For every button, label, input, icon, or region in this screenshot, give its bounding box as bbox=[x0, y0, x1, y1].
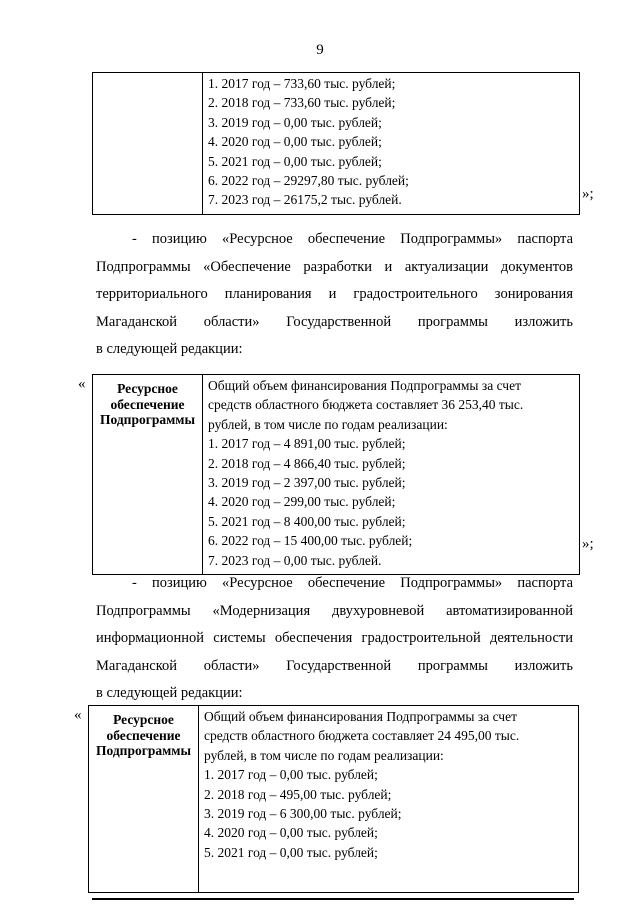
resource-table bbox=[88, 705, 579, 893]
intro-line: рублей, в том числе по годам реализации: bbox=[204, 747, 444, 763]
instruction-paragraph bbox=[96, 226, 573, 364]
year-line: 2. 2018 год – 4 866,40 тыс. рублей; bbox=[208, 455, 406, 471]
year-line: 3. 2019 год – 0,00 тыс. рублей; bbox=[208, 114, 382, 130]
label-line: обеспечение bbox=[106, 727, 181, 743]
paragraph-line: - позицию «Ресурсное обеспечение Подпрограммы» паспорта bbox=[132, 575, 573, 591]
closing-quote: »; bbox=[582, 536, 594, 552]
paragraph-line: в следующей редакции: bbox=[96, 341, 243, 357]
table-label-cell bbox=[93, 73, 203, 215]
page-bottom-rule bbox=[92, 898, 574, 900]
table-value-cell bbox=[203, 375, 580, 575]
year-line: 3. 2019 год – 6 300,00 тыс. рублей; bbox=[204, 806, 402, 822]
table-value-cell bbox=[203, 73, 580, 215]
intro-line: Общий объем финансирования Подпрограммы за счет bbox=[208, 378, 521, 393]
resource-table-continued bbox=[92, 72, 580, 215]
table-value-cell bbox=[199, 706, 579, 893]
label-line: обеспечение bbox=[110, 396, 185, 412]
year-line: 6. 2022 год – 15 400,00 тыс. рублей; bbox=[208, 533, 413, 549]
paragraph-line: Подпрограммы «Модернизация двухуровневой автоматизированной bbox=[96, 602, 573, 619]
table-label-cell bbox=[89, 706, 199, 893]
closing-quote: »; bbox=[582, 186, 594, 202]
year-line: 5. 2021 год – 8 400,00 тыс. рублей; bbox=[208, 513, 406, 529]
year-line: 4. 2020 год – 299,00 тыс. рублей; bbox=[208, 494, 396, 510]
label-line: Ресурсное bbox=[117, 381, 178, 396]
intro-line: средств областного бюджета составляет 24 495,00 тыс. bbox=[204, 728, 520, 744]
year-line: 6. 2022 год – 29297,80 тыс. рублей; bbox=[208, 173, 409, 189]
year-line: 2. 2018 год – 733,60 тыс. рублей; bbox=[208, 95, 396, 111]
paragraph-line: - позицию «Ресурсное обеспечение Подпрограммы» паспорта bbox=[132, 231, 573, 247]
year-line: 4. 2020 год – 0,00 тыс. рублей; bbox=[208, 134, 382, 150]
paragraph-line: Магаданской области» Государственной программы изложить bbox=[96, 313, 573, 330]
year-line: 1. 2017 год – 4 891,00 тыс. рублей; bbox=[208, 436, 406, 452]
year-line: 5. 2021 год – 0,00 тыс. рублей; bbox=[208, 153, 382, 169]
opening-quote: « bbox=[78, 376, 86, 392]
paragraph-line: в следующей редакции: bbox=[96, 685, 243, 701]
table-label-cell bbox=[93, 375, 203, 575]
instruction-paragraph bbox=[96, 570, 573, 708]
page-number: 9 bbox=[316, 42, 324, 58]
year-line: 3. 2019 год – 2 397,00 тыс. рублей; bbox=[208, 475, 406, 491]
paragraph-line: Подпрограммы «Обеспечение разработки и актуализации документов bbox=[96, 258, 573, 275]
intro-line: Общий объем финансирования Подпрограммы за счет bbox=[204, 709, 517, 724]
label-line: Ресурсное bbox=[113, 712, 174, 727]
label-line: Подпрограммы bbox=[99, 412, 196, 427]
year-line: 5. 2021 год – 0,00 тыс. рублей; bbox=[204, 844, 378, 860]
resource-table bbox=[92, 374, 580, 575]
year-line: 4. 2020 год – 0,00 тыс. рублей; bbox=[204, 825, 378, 841]
year-line: 1. 2017 год – 0,00 тыс. рублей; bbox=[204, 767, 378, 783]
year-line: 1. 2017 год – 733,60 тыс. рублей; bbox=[208, 76, 396, 91]
year-line: 7. 2023 год – 0,00 тыс. рублей. bbox=[208, 552, 382, 568]
year-line: 7. 2023 год – 26175,2 тыс. рублей. bbox=[208, 192, 402, 208]
opening-quote: « bbox=[74, 707, 82, 723]
paragraph-line: территориального планирования и градостроительного зонирования bbox=[96, 286, 573, 302]
intro-line: рублей, в том числе по годам реализации: bbox=[208, 416, 448, 432]
year-line: 2. 2018 год – 495,00 тыс. рублей; bbox=[204, 786, 392, 802]
intro-line: средств областного бюджета составляет 36 253,40 тыс. bbox=[208, 397, 524, 413]
paragraph-line: информационной системы обеспечения градостроительной деятельности bbox=[96, 630, 573, 646]
paragraph-line: Магаданской области» Государственной программы изложить bbox=[96, 657, 573, 674]
label-line: Подпрограммы bbox=[95, 743, 192, 758]
